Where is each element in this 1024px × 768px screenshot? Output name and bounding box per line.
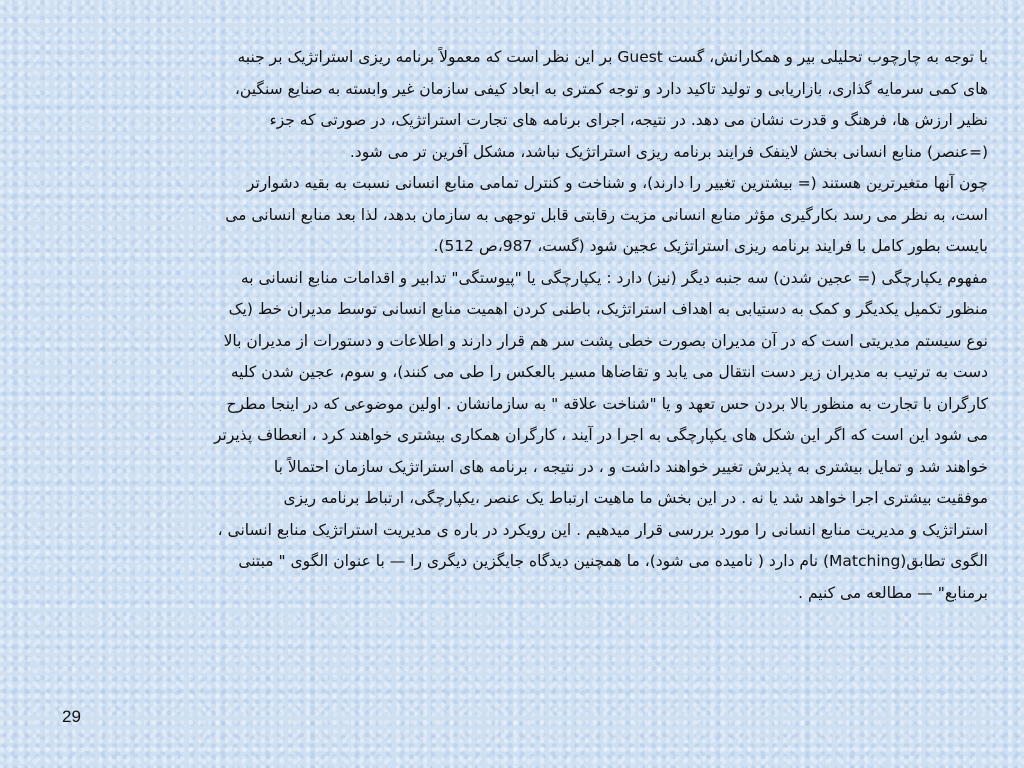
text-line: موفقیت بیشتری اجرا خواهد شد یا نه . در این بخش ما ماهیت ارتباط یک عنصر ،یکپارچگی، ارتباط برنامه ریزی — [283, 489, 988, 507]
text-line: کارگران با تجارت به منظور بالا بردن حس تعهد و یا "شناخت علاقه " به سازمانشان . اولین موضوعی که در اینجا مطرح — [226, 394, 988, 413]
text-line: نوع سیستم مدیریتی است که در آن مدیران بصورت خطی پشت سر هم قرار دارند و اطلاعات و دستورات از مدیران بالا — [223, 331, 988, 350]
text-line: خواهند شد و تمایل بیشتری به پذیرش تغییر خواهند داشت و ، در نتیجه ، برنامه های استراتژیک سازمان احتمالاً با — [273, 457, 988, 476]
text-line: مفهوم یکپارچگی (= عجین شدن) سه جنبه دیگر (نیز) دارد : یکپارچگی یا "پیوستگی" تدابیر و اقدامات منابع انسانی به — [240, 268, 988, 287]
text-line: چون آنها متغیرترین هستند (= بیشترین تغییر را دارند)، و شناخت و کنترل تمامی منابع انسانی نسبت به بقیه دشوارتر — [246, 174, 988, 192]
text-line: با توجه به چارچوب تحلیلی بیر و همکارانش، گست Guest بر این نظر است که معمولاً برنامه ریزی استراتژیک بر جنبه — [237, 48, 988, 66]
text-line: استراتژیک و مدیریت منابع انسانی را مورد بررسی قرار میدهیم . این رویکرد در باره ی مدیریت استراتژیک منابع انسانی ، — [217, 520, 988, 539]
text-line: برمنابع" — مطالعه می کنیم . — [798, 583, 988, 602]
text-line: نظیر ارزش ها، فرهنگ و قدرت نشان می دهد. در نتیجه، اجرای برنامه های تجارت استراتژیک، در صورتی که جزء — [269, 111, 988, 129]
text-line: های کمی سرمایه گذاری، بازاریابی و تولید تاکید دارد و توجه کمتری به ابعاد کیفی سازمان غیر وابسته به صنایع سنگین، — [234, 79, 988, 98]
text-line: الگوی تطابق(Matching) نام دارد ( نامیده می شود)، ما همچنین دیدگاه جایگزین دیگری را — با عنوان الگوی " مبتنی — [238, 552, 988, 570]
text-line: دست به ترتیب به مدیران زیر دست انتقال می یابد و تقاضاها مسیر بالعکس را طی می کنند)، و سوم، عجین شدن کلیه — [230, 363, 988, 381]
text-line: منظور تکمیل یکدیگر و کمک به دستیابی به اهداف استراتژیک، باطنی کردن اهمیت منابع انسانی توسط مدیران خط (یک — [228, 300, 988, 318]
text-line: است، به نظر می رسد بکارگیری مؤثر منابع انسانی مزیت رقابتی قابل توجهی به سازمان بدهد، لذا بعد منابع انسانی می — [225, 205, 988, 224]
text-line: بایست بطور کامل با فرایند برنامه ریزی استراتژیک عجین شود (گست، 987،ص 512). — [433, 237, 988, 255]
text-line: می شود این است که اگر این شکل های یکپارچگی به اجرا در آیند ، کارگران همکاری بیشتری خواهند کرد ، انعطاف پذیرتر — [213, 426, 988, 444]
page-number: 29 — [62, 707, 81, 726]
text-line: (=عنصر) منابع انسانی بخش لاینفک فرایند برنامه ریزی استراتژیک نباشد، مشکل آفرین تر می شود. — [349, 142, 988, 161]
body-text — [36, 42, 988, 609]
